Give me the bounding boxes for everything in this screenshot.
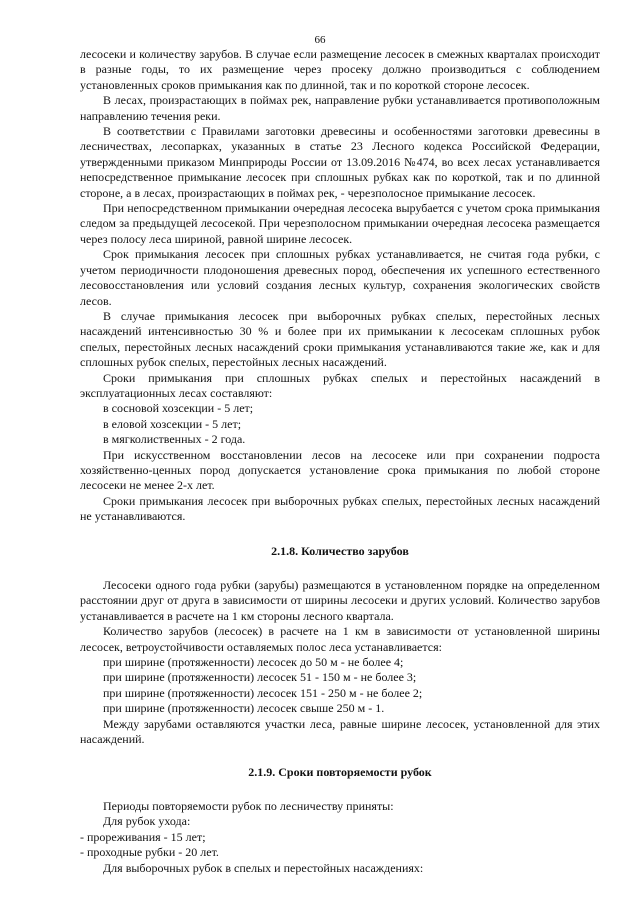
paragraph: Срок примыкания лесосек при сплошных рубках устанавливается, не считая года рубки, с учетом периодичности плодоношения древесных пород, обеспечения их успешного естественного лесовосстановления или условий создания лесных культур, сохранения экологических свойств лесов. xyxy=(80,247,600,308)
list-item: - проходные рубки - 20 лет. xyxy=(80,845,219,860)
section-heading: 2.1.9. Сроки повторяемости рубок xyxy=(248,765,432,780)
list-item: Для рубок ухода: xyxy=(103,814,191,829)
paragraph: Сроки примыкания лесосек при выборочных рубках спелых, перестойных лесных насаждений не устанавливаются. xyxy=(80,493,600,524)
paragraph: В соответствии с Правилами заготовки древесины и особенностями заготовки древесины в лесничествах, лесопарках, указанных в статье 23 Лесного кодекса Российской Федерации, утвержденными приказом Минприроды России от 13.09.2016 №474, во всех лесах устанавливается непосредственное примыкание лесосек при сплошных рубках как по короткой, так и по длинной стороне, а в лесах, произрастающих в поймах рек, - черезполосное примыкание лесосек. xyxy=(80,124,600,200)
list-item: при ширине (протяженности) лесосек 151 - 250 м - не более 2; xyxy=(103,685,423,700)
list-item: в еловой хозсекции - 5 лет; xyxy=(103,416,242,431)
list-item: при ширине (протяженности) лесосек 51 - 150 м - не более 3; xyxy=(103,670,417,685)
page-number: 66 xyxy=(314,34,326,46)
paragraph: В случае примыкания лесосек при выборочных рубках спелых, перестойных лесных насаждений интенсивностью 30 % и более при их примыкании к лесосекам сплошных рубок спелых, перестойных лесных насаждений сроки примыкания устанавливаются такие же, как и для сплошных рубок спелых, перестойных лесных насаждений. xyxy=(80,308,600,370)
section-heading: 2.1.8. Количество зарубов xyxy=(271,543,409,558)
paragraph: Сроки примыкания при сплошных рубках спелых и перестойных насаждений в эксплуатационных лесах составляют: xyxy=(80,370,600,400)
paragraph: При искусственном восстановлении лесов на лесосеке или при сохранении подроста хозяйственно-ценных пород допускается установление срока примыкания по любой стороне лесосеки не менее 2-х лет. xyxy=(80,447,600,493)
paragraph: При непосредственном примыкании очередная лесосека вырубается с учетом срока примыкания следом за предыдущей лесосекой. При черезполосном примыкании очередная лесосека размещается через полосу леса шириной, равной ширине лесосек. xyxy=(80,201,600,246)
paragraph: Между зарубами оставляются участки леса, равные ширине лесосек, установленной для этих насаждений. xyxy=(80,716,600,747)
document-body xyxy=(80,47,600,876)
list-item: - прореживания - 15 лет; xyxy=(80,829,206,844)
list-item: при ширине (протяженности) лесосек до 50 м - не более 4; xyxy=(103,655,404,670)
list-item: Для выборочных рубок в спелых и перестойных насаждениях: xyxy=(103,860,424,875)
list-item: Периоды повторяемости рубок по лесничеству приняты: xyxy=(103,798,394,813)
paragraph: Количество зарубов (лесосек) в расчете на 1 км в зависимости от установленной ширины лесосек, ветроустойчивости оставляемых полос леса устанавливается: xyxy=(80,624,600,654)
list-item: в сосновой хозсекции - 5 лет; xyxy=(103,401,254,416)
paragraph: В лесах, произрастающих в поймах рек, направление рубки устанавливается противоположным направлению течения реки. xyxy=(80,93,600,123)
list-item: в мягколиственных - 2 года. xyxy=(103,432,246,447)
paragraph: лесосеки и количеству зарубов. В случае если размещение лесосек в смежных кварталах происходит в разные годы, то их размещение через просеку должно производиться с соблюдением установленных сроков примыкания как по длинной, так и по короткой стороне лесосек. xyxy=(80,47,600,92)
paragraph: Лесосеки одного года рубки (зарубы) размещаются в установленном порядке на определенном расстоянии друг от друга в зависимости от ширины лесосеки и других условий. Количество зарубов устанавливается в расчете на 1 км стороны лесного квартала. xyxy=(80,578,600,623)
list-item: при ширине (протяженности) лесосек свыше 250 м - 1. xyxy=(103,701,385,716)
